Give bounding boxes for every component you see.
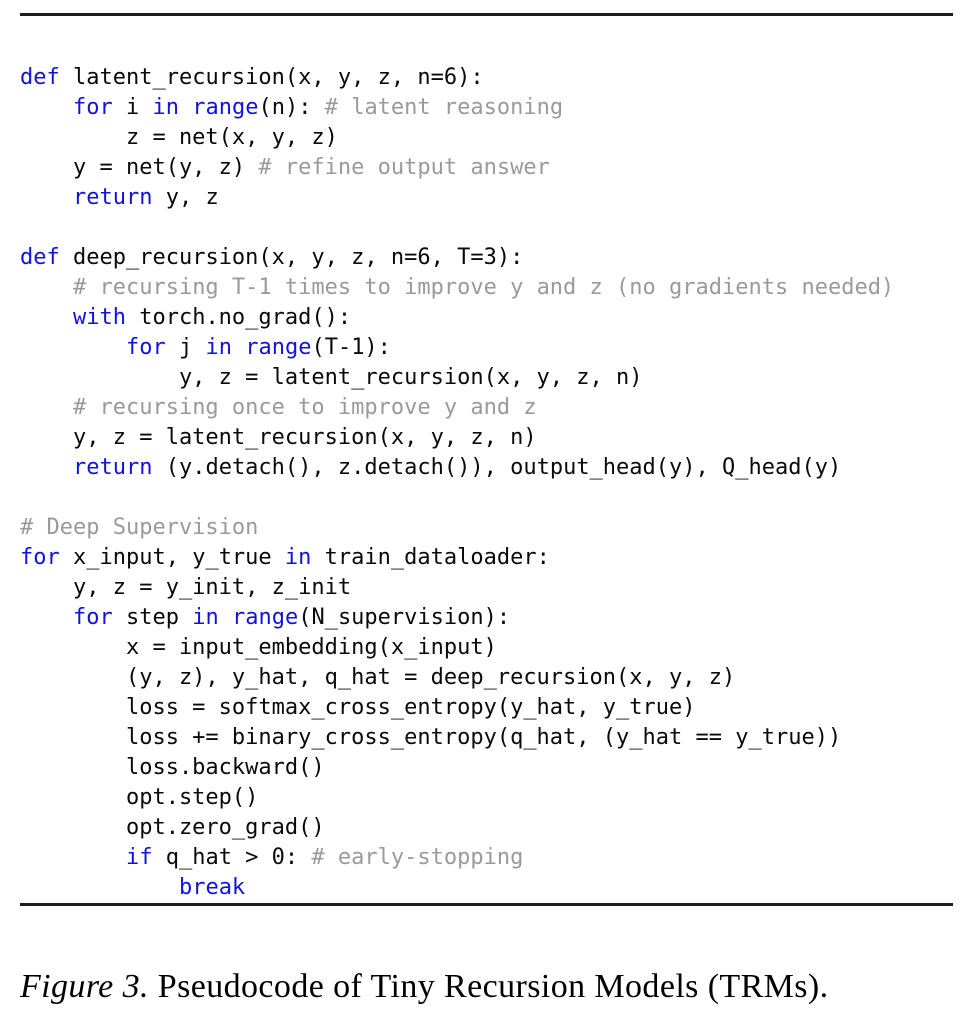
code-line-27 [20,843,894,873]
code-token-keyword: return [72,455,153,480]
code-line-10 [20,333,894,363]
code-line-6 [20,213,894,243]
code-line-12 [20,393,894,423]
code-token-comment: # early-stopping [311,845,524,870]
code-token-plain: x = input_embedding(x_input) [20,635,497,660]
code-token-plain [20,395,73,420]
code-token-plain: (T-1): [311,335,391,360]
code-token-plain: z = net(x, y, z) [20,125,338,150]
figure-caption [20,967,829,1007]
code-token-keyword: range [192,95,259,120]
bottom-rule [20,903,953,906]
code-token-keyword: for [72,605,113,630]
code-token-plain: y, z = latent_recursion(x, y, z, n) [20,365,643,390]
code-token-plain [179,95,192,120]
code-token-plain: loss = softmax_cross_entropy(y_hat, y_true) [20,695,696,720]
code-token-plain: opt.zero_grad() [20,815,325,840]
figure-caption-label: Figure 3. [20,968,149,1005]
code-line-26 [20,813,894,843]
code-token-plain: latent_recursion(x, y, z, n=6): [59,65,484,90]
code-token-plain [219,605,232,630]
code-line-4 [20,153,894,183]
code-line-23 [20,723,894,753]
code-token-keyword: in [152,95,179,120]
code-token-plain [20,185,73,210]
code-token-keyword: range [231,605,299,630]
code-token-plain: y, z [152,185,219,210]
code-line-20 [20,633,894,663]
code-token-plain: j [165,335,206,360]
code-line-18 [20,573,894,603]
code-line-2 [20,93,894,123]
code-token-comment: # recursing T-1 times to improve y and z (no gradients needed) [72,275,895,300]
code-token-plain: q_hat > 0: [152,845,312,870]
code-token-keyword: def [20,65,60,90]
code-token-keyword: return [72,185,153,210]
code-token-keyword: for [125,335,166,360]
code-line-7 [20,243,894,273]
code-token-keyword: if [125,845,153,870]
code-token-plain: (n): [258,95,325,120]
code-line-5 [20,183,894,213]
code-token-plain: (y, z), y_hat, q_hat = deep_recursion(x, y, z) [20,665,736,690]
code-token-keyword: in [205,335,232,360]
code-token-plain [232,335,245,360]
code-token-keyword: def [20,245,60,270]
code-token-plain: y, z = latent_recursion(x, y, z, n) [20,425,537,450]
code-token-plain: opt.step() [20,785,259,810]
code-token-plain: (y.detach(), z.detach()), output_head(y), Q_head(y) [152,455,842,480]
code-token-comment: # refine output answer [258,155,550,180]
code-line-17 [20,543,894,573]
code-token-plain: y = net(y, z) [20,155,259,180]
code-token-plain [20,845,126,870]
code-token-plain: y, z = y_init, z_init [20,575,352,600]
code-line-13 [20,423,894,453]
code-token-plain: torch.no_grad(): [125,305,352,330]
code-token-plain [20,455,73,480]
code-token-keyword: for [20,545,60,570]
code-line-14 [20,453,894,483]
code-token-keyword: range [245,335,312,360]
code-token-plain: loss += binary_cross_entropy(q_hat, (y_hat == y_true)) [20,725,842,750]
code-token-keyword: break [178,875,246,900]
code-token-plain: deep_recursion(x, y, z, n=6, T=3): [59,245,524,270]
code-line-19 [20,603,894,633]
code-token-plain [20,305,73,330]
code-token-plain [20,605,73,630]
code-token-plain [20,275,73,300]
code-line-9 [20,303,894,333]
code-token-plain: train_dataloader: [311,545,550,570]
code-token-plain: (N_supervision): [298,605,511,630]
code-token-keyword: for [72,95,113,120]
code-token-comment: # recursing once to improve y and z [72,395,537,420]
figure-caption-text: Pseudocode of Tiny Recursion Models (TRMs). [148,968,829,1005]
code-token-plain: step [112,605,193,630]
pseudocode-listing [20,63,894,903]
code-token-keyword: in [192,605,219,630]
code-token-plain: i [112,95,153,120]
top-rule [20,13,953,16]
code-line-16 [20,513,894,543]
code-line-3 [20,123,894,153]
code-token-keyword: in [284,545,312,570]
code-line-11 [20,363,894,393]
code-line-22 [20,693,894,723]
code-token-plain [20,95,73,120]
code-line-28 [20,873,894,903]
code-line-25 [20,783,894,813]
code-line-1 [20,63,894,93]
code-token-comment: # Deep Supervision [20,515,259,540]
code-line-8 [20,273,894,303]
code-token-plain [20,875,179,900]
code-token-plain: loss.backward() [20,755,325,780]
code-token-comment: # latent reasoning [324,95,564,120]
code-token-keyword: with [72,305,126,330]
code-line-15 [20,483,894,513]
code-line-24 [20,753,894,783]
code-token-plain [20,335,126,360]
code-token-plain: x_input, y_true [59,545,285,570]
code-line-21 [20,663,894,693]
